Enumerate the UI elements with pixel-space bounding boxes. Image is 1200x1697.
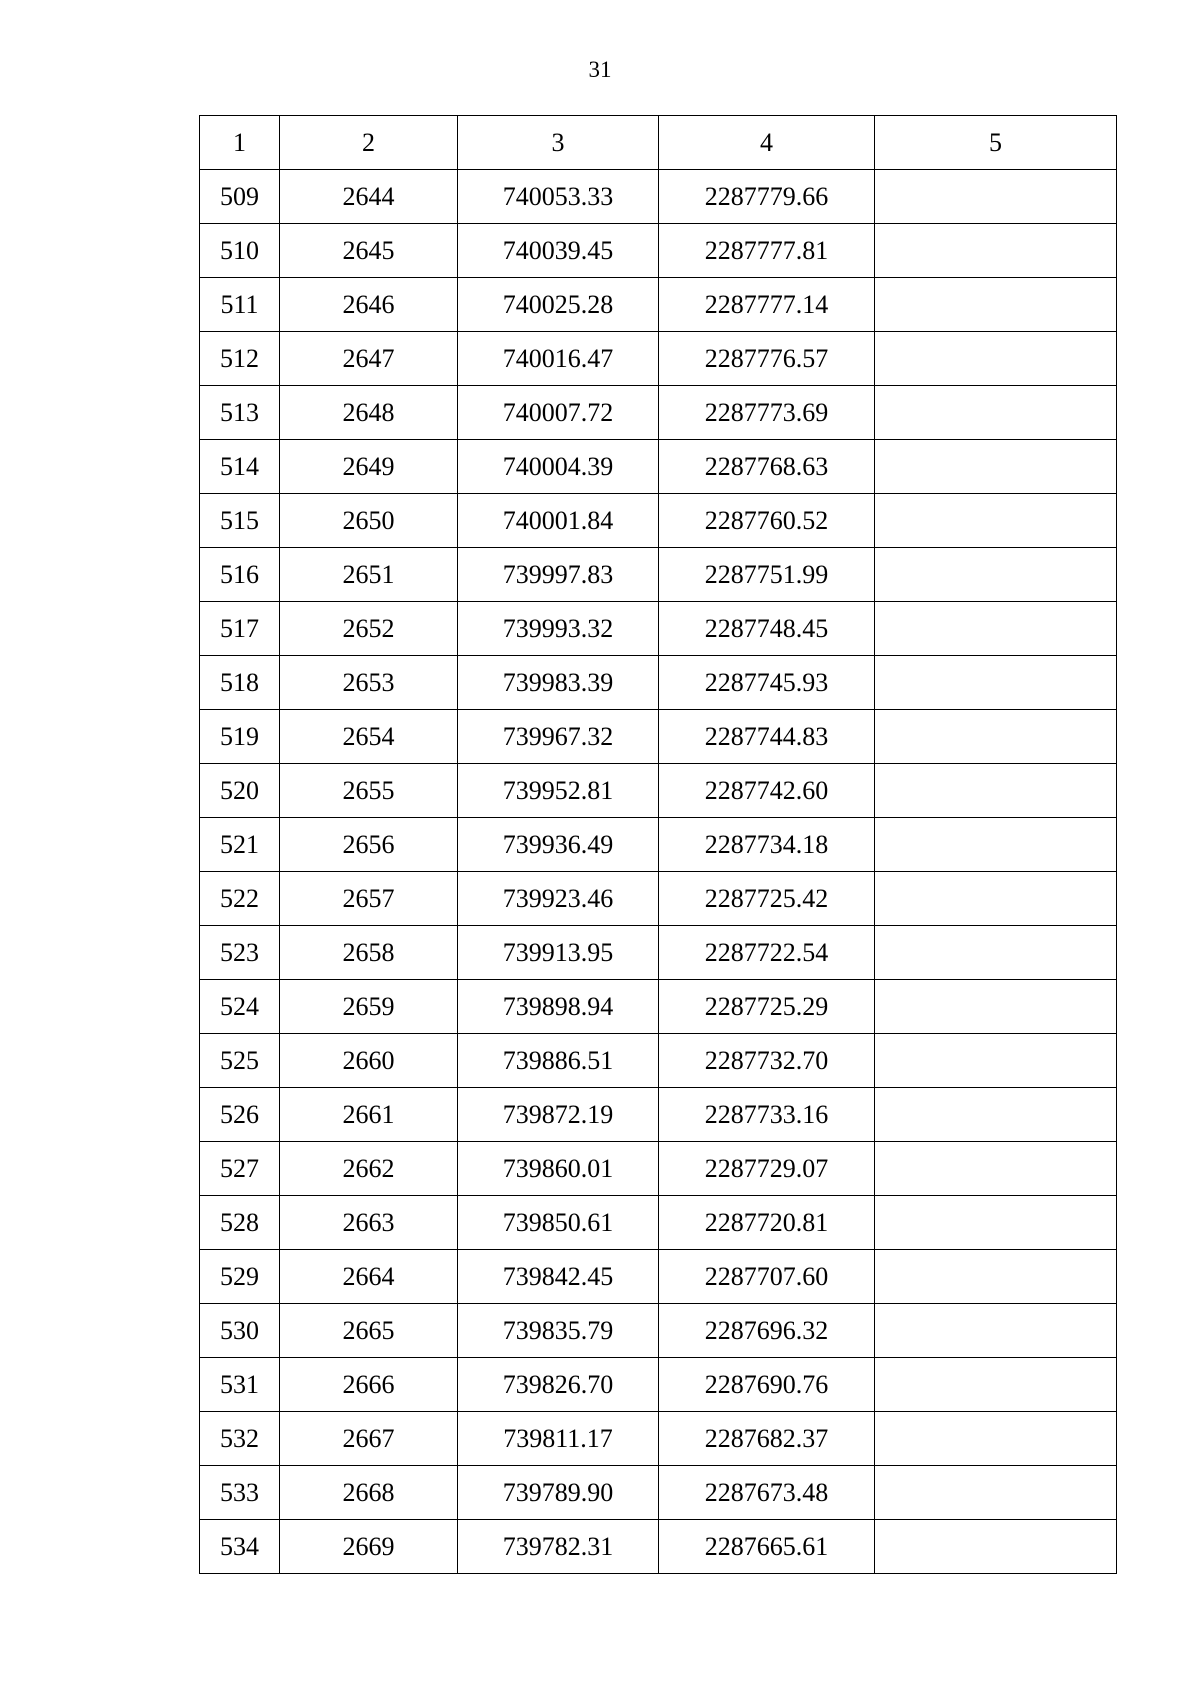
table-cell: 2644: [280, 170, 458, 224]
table-cell: [875, 764, 1117, 818]
table-cell: 511: [200, 278, 280, 332]
table-cell: 528: [200, 1196, 280, 1250]
table-row: [200, 1304, 1117, 1358]
table-cell: 510: [200, 224, 280, 278]
table-cell: 518: [200, 656, 280, 710]
table-cell: 512: [200, 332, 280, 386]
table-cell: 2287768.63: [659, 440, 875, 494]
table-cell: 2287751.99: [659, 548, 875, 602]
table-row: [200, 980, 1117, 1034]
table-row: [200, 926, 1117, 980]
table-row: [200, 1358, 1117, 1412]
table-cell: 740016.47: [458, 332, 659, 386]
table-row: [200, 440, 1117, 494]
table-cell: 530: [200, 1304, 280, 1358]
table-cell: 739826.70: [458, 1358, 659, 1412]
table-cell: [875, 1520, 1117, 1574]
table-cell: 2287748.45: [659, 602, 875, 656]
table-cell: [875, 1196, 1117, 1250]
table-cell: 2287720.81: [659, 1196, 875, 1250]
table-cell: 2662: [280, 1142, 458, 1196]
table-cell: 2287777.81: [659, 224, 875, 278]
table-cell: 517: [200, 602, 280, 656]
table-cell: 531: [200, 1358, 280, 1412]
table-cell: 2649: [280, 440, 458, 494]
column-header: 5: [875, 116, 1117, 170]
table-cell: 739860.01: [458, 1142, 659, 1196]
table-cell: 2654: [280, 710, 458, 764]
table-cell: 520: [200, 764, 280, 818]
coordinates-table: [199, 115, 1117, 1574]
table-cell: 739842.45: [458, 1250, 659, 1304]
table-cell: [875, 548, 1117, 602]
table-cell: 2287673.48: [659, 1466, 875, 1520]
table-cell: [875, 1250, 1117, 1304]
table-cell: 2287732.70: [659, 1034, 875, 1088]
table-cell: 2663: [280, 1196, 458, 1250]
table-cell: 513: [200, 386, 280, 440]
table-cell: 739872.19: [458, 1088, 659, 1142]
table-cell: 2287744.83: [659, 710, 875, 764]
table-cell: 2665: [280, 1304, 458, 1358]
table-cell: 739983.39: [458, 656, 659, 710]
table-cell: 2287722.54: [659, 926, 875, 980]
table-cell: 529: [200, 1250, 280, 1304]
table-cell: 2669: [280, 1520, 458, 1574]
table-cell: 516: [200, 548, 280, 602]
table-cell: [875, 710, 1117, 764]
table-cell: 739886.51: [458, 1034, 659, 1088]
table-cell: [875, 224, 1117, 278]
table-cell: 523: [200, 926, 280, 980]
table-row: [200, 224, 1117, 278]
table-cell: 2287776.57: [659, 332, 875, 386]
table-cell: 2287665.61: [659, 1520, 875, 1574]
table-cell: 2287779.66: [659, 170, 875, 224]
table-cell: 739782.31: [458, 1520, 659, 1574]
table-cell: 2287734.18: [659, 818, 875, 872]
table-cell: 740007.72: [458, 386, 659, 440]
table-cell: 532: [200, 1412, 280, 1466]
table-cell: [875, 332, 1117, 386]
table-row: [200, 710, 1117, 764]
table-cell: 740039.45: [458, 224, 659, 278]
table-cell: 2666: [280, 1358, 458, 1412]
table-cell: [875, 872, 1117, 926]
table-cell: 2287690.76: [659, 1358, 875, 1412]
table-cell: [875, 602, 1117, 656]
table-body: [200, 170, 1117, 1574]
table-cell: 739923.46: [458, 872, 659, 926]
table-cell: 2651: [280, 548, 458, 602]
table-cell: 527: [200, 1142, 280, 1196]
table-row: [200, 1142, 1117, 1196]
table-cell: 2660: [280, 1034, 458, 1088]
table-cell: 2668: [280, 1466, 458, 1520]
table-cell: 524: [200, 980, 280, 1034]
table-row: [200, 548, 1117, 602]
table-cell: 739811.17: [458, 1412, 659, 1466]
table-cell: 2648: [280, 386, 458, 440]
table-cell: 2650: [280, 494, 458, 548]
table-cell: [875, 1412, 1117, 1466]
column-header: 1: [200, 116, 280, 170]
table-cell: [875, 440, 1117, 494]
table-cell: 2287773.69: [659, 386, 875, 440]
table-cell: [875, 1466, 1117, 1520]
table-cell: 2655: [280, 764, 458, 818]
table-row: [200, 1250, 1117, 1304]
column-header: 4: [659, 116, 875, 170]
table-cell: 2645: [280, 224, 458, 278]
table-cell: 519: [200, 710, 280, 764]
table-cell: 739789.90: [458, 1466, 659, 1520]
table-row: [200, 332, 1117, 386]
table-row: [200, 764, 1117, 818]
table-cell: 2656: [280, 818, 458, 872]
table-row: [200, 1520, 1117, 1574]
table-cell: 2287696.32: [659, 1304, 875, 1358]
table-cell: 2287725.42: [659, 872, 875, 926]
table-cell: [875, 1142, 1117, 1196]
table-cell: 2287729.07: [659, 1142, 875, 1196]
table-row: [200, 170, 1117, 224]
table-row: [200, 818, 1117, 872]
table-row: [200, 1412, 1117, 1466]
table-cell: 2661: [280, 1088, 458, 1142]
table-cell: 739952.81: [458, 764, 659, 818]
column-header: 3: [458, 116, 659, 170]
table-cell: [875, 818, 1117, 872]
table-row: [200, 386, 1117, 440]
table-cell: 740004.39: [458, 440, 659, 494]
table-cell: 739993.32: [458, 602, 659, 656]
table-cell: 515: [200, 494, 280, 548]
table-cell: 739997.83: [458, 548, 659, 602]
table-cell: 2646: [280, 278, 458, 332]
table-cell: 533: [200, 1466, 280, 1520]
table-cell: [875, 1358, 1117, 1412]
table-cell: 739913.95: [458, 926, 659, 980]
table-header-row: [200, 116, 1117, 170]
table-row: [200, 1196, 1117, 1250]
page-number: 31: [588, 57, 612, 82]
table-cell: 514: [200, 440, 280, 494]
table-cell: [875, 278, 1117, 332]
table-cell: 739936.49: [458, 818, 659, 872]
table-cell: 526: [200, 1088, 280, 1142]
table-row: [200, 1034, 1117, 1088]
table-cell: 509: [200, 170, 280, 224]
table-row: [200, 1466, 1117, 1520]
table-cell: [875, 1034, 1117, 1088]
column-header: 2: [280, 116, 458, 170]
table-row: [200, 278, 1117, 332]
table-row: [200, 656, 1117, 710]
table-cell: 2653: [280, 656, 458, 710]
table-cell: 2287707.60: [659, 1250, 875, 1304]
table-cell: [875, 494, 1117, 548]
table-cell: [875, 386, 1117, 440]
table-cell: [875, 1088, 1117, 1142]
table-cell: 2287742.60: [659, 764, 875, 818]
table-cell: 2667: [280, 1412, 458, 1466]
table-cell: [875, 1304, 1117, 1358]
table-row: [200, 1088, 1117, 1142]
table-cell: 2652: [280, 602, 458, 656]
table-cell: [875, 926, 1117, 980]
table-cell: 522: [200, 872, 280, 926]
table-cell: 739967.32: [458, 710, 659, 764]
table-cell: [875, 170, 1117, 224]
table-cell: 2664: [280, 1250, 458, 1304]
table-cell: 739850.61: [458, 1196, 659, 1250]
table-cell: 2647: [280, 332, 458, 386]
table-cell: [875, 656, 1117, 710]
table-cell: [875, 980, 1117, 1034]
table-cell: 2287745.93: [659, 656, 875, 710]
table-cell: 740053.33: [458, 170, 659, 224]
table-cell: 534: [200, 1520, 280, 1574]
table-cell: 2659: [280, 980, 458, 1034]
table-cell: 2657: [280, 872, 458, 926]
table-cell: 739835.79: [458, 1304, 659, 1358]
table-cell: 2287733.16: [659, 1088, 875, 1142]
table-cell: 2287760.52: [659, 494, 875, 548]
table-cell: 2287777.14: [659, 278, 875, 332]
table-cell: 740025.28: [458, 278, 659, 332]
table-cell: 739898.94: [458, 980, 659, 1034]
table-row: [200, 602, 1117, 656]
table-row: [200, 494, 1117, 548]
table-cell: 521: [200, 818, 280, 872]
table-cell: 2287682.37: [659, 1412, 875, 1466]
table-cell: 2658: [280, 926, 458, 980]
table-cell: 740001.84: [458, 494, 659, 548]
table-row: [200, 872, 1117, 926]
table-cell: 525: [200, 1034, 280, 1088]
table-cell: 2287725.29: [659, 980, 875, 1034]
